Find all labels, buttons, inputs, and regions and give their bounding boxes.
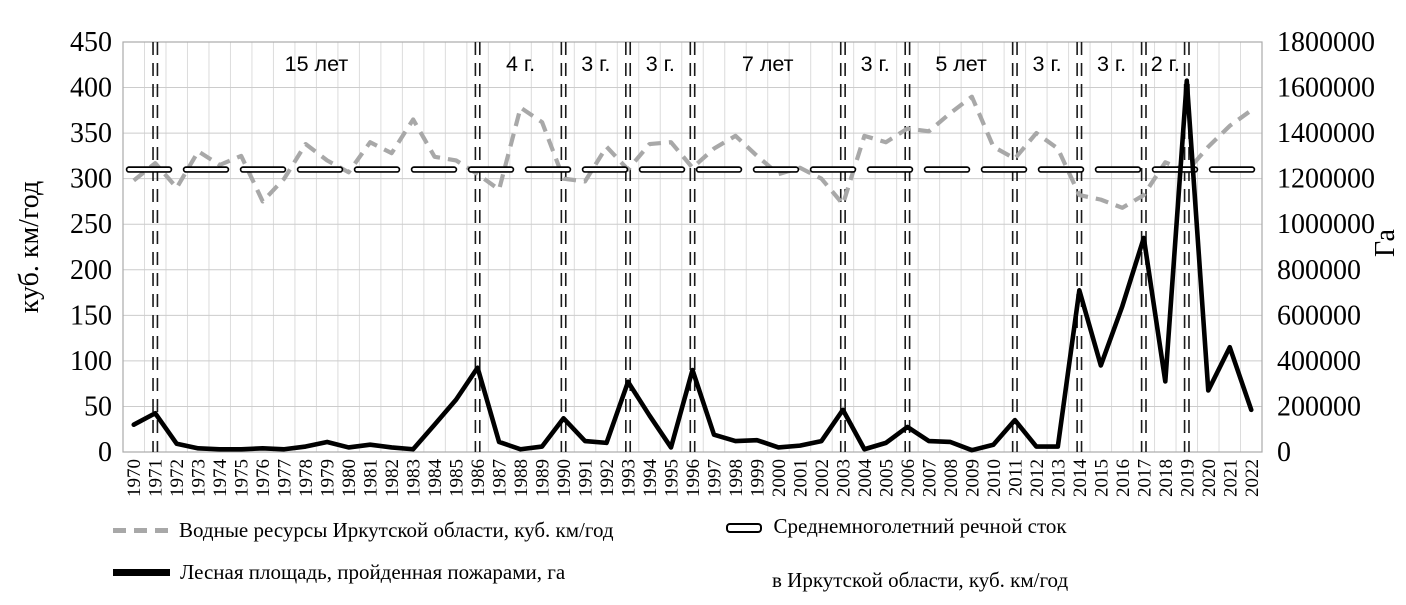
svg-text:1994: 1994 (640, 459, 662, 497)
svg-text:0: 0 (1277, 437, 1291, 468)
svg-text:3 г.: 3 г. (860, 52, 890, 76)
legend-label-forest-fires: Лесная площадь, пройденная пожарами, га (180, 560, 566, 584)
svg-text:2020: 2020 (1198, 459, 1220, 497)
svg-text:1978: 1978 (296, 459, 318, 497)
legend-label-water-resources: Водные ресурсы Иркутской области, куб. км/год (179, 518, 614, 542)
svg-text:100: 100 (70, 345, 112, 377)
svg-text:1989: 1989 (532, 459, 554, 497)
svg-text:1975: 1975 (231, 459, 253, 497)
svg-text:1974: 1974 (210, 459, 232, 497)
svg-text:1993: 1993 (618, 459, 640, 497)
fire-line-sample-icon (113, 569, 170, 576)
svg-text:400000: 400000 (1277, 345, 1361, 377)
svg-text:2010: 2010 (983, 459, 1005, 497)
svg-text:2016: 2016 (1112, 459, 1134, 497)
legend-label-river-flow (772, 513, 1068, 594)
svg-text:1970: 1970 (124, 459, 146, 497)
river-line-sample-icon (726, 523, 762, 533)
svg-text:2012: 2012 (1026, 459, 1048, 497)
svg-text:1995: 1995 (661, 459, 683, 497)
legend-item-forest-fires (113, 560, 565, 585)
svg-text:600000: 600000 (1277, 300, 1361, 332)
svg-text:800000: 800000 (1277, 254, 1361, 286)
svg-text:2005: 2005 (876, 459, 898, 497)
svg-text:4 г.: 4 г. (506, 52, 536, 76)
svg-text:2015: 2015 (1091, 459, 1113, 497)
legend-label-river-flow-line1: Среднемноголетний речной сток (773, 514, 1067, 538)
chart-legend (0, 505, 1406, 605)
water-line-sample-icon (113, 528, 169, 533)
svg-text:2009: 2009 (962, 459, 984, 497)
svg-text:2013: 2013 (1048, 459, 1070, 497)
svg-text:1976: 1976 (253, 459, 275, 497)
svg-text:50: 50 (84, 391, 112, 423)
svg-text:2019: 2019 (1177, 459, 1199, 497)
svg-text:1990: 1990 (554, 459, 576, 497)
svg-text:1988: 1988 (511, 459, 533, 497)
svg-text:1979: 1979 (317, 459, 339, 497)
svg-text:2014: 2014 (1069, 459, 1091, 497)
svg-text:2004: 2004 (854, 459, 876, 497)
svg-text:2 г.: 2 г. (1150, 52, 1180, 76)
svg-text:0: 0 (98, 437, 112, 468)
svg-text:1200000: 1200000 (1277, 163, 1375, 195)
svg-text:3 г.: 3 г. (1032, 52, 1062, 76)
svg-text:1992: 1992 (597, 459, 619, 497)
svg-text:1987: 1987 (489, 459, 511, 497)
svg-text:1996: 1996 (683, 459, 704, 497)
svg-text:2003: 2003 (833, 459, 855, 497)
svg-text:1980: 1980 (339, 459, 361, 497)
svg-text:5 лет: 5 лет (935, 52, 987, 76)
svg-text:350: 350 (70, 118, 112, 150)
left-axis-title: куб. км/год (14, 180, 45, 314)
svg-text:1984: 1984 (425, 459, 447, 497)
svg-text:2006: 2006 (897, 459, 919, 497)
svg-text:1971: 1971 (145, 459, 167, 497)
right-axis-title: Га (1370, 229, 1401, 257)
svg-text:1981: 1981 (360, 459, 382, 497)
svg-text:2018: 2018 (1155, 459, 1177, 497)
svg-text:2022: 2022 (1241, 459, 1263, 497)
svg-text:400: 400 (70, 72, 112, 104)
svg-text:200: 200 (70, 254, 112, 286)
legend-label-river-flow-line2: в Иркутской области, куб. км/год (772, 568, 1069, 592)
svg-text:3 г.: 3 г. (581, 52, 611, 76)
svg-text:1985: 1985 (446, 459, 468, 497)
svg-text:2000: 2000 (768, 459, 790, 497)
svg-text:150: 150 (70, 300, 112, 332)
svg-text:1982: 1982 (382, 459, 404, 497)
svg-text:1000000: 1000000 (1277, 209, 1375, 241)
svg-text:1973: 1973 (188, 459, 210, 497)
svg-text:3 г.: 3 г. (645, 52, 675, 76)
svg-text:2002: 2002 (811, 459, 833, 497)
svg-text:7 лет: 7 лет (741, 52, 794, 76)
svg-text:1983: 1983 (403, 459, 425, 497)
svg-text:1999: 1999 (747, 459, 769, 497)
svg-text:1998: 1998 (725, 459, 747, 497)
svg-text:1991: 1991 (575, 459, 597, 497)
svg-text:1997: 1997 (704, 459, 726, 497)
legend-item-water-resources (113, 518, 614, 543)
svg-text:2017: 2017 (1134, 459, 1156, 497)
svg-text:1800000: 1800000 (1277, 27, 1375, 58)
svg-text:1972: 1972 (167, 459, 189, 497)
svg-text:1600000: 1600000 (1277, 72, 1375, 104)
legend-item-river-flow (726, 513, 1068, 594)
svg-text:2021: 2021 (1220, 459, 1242, 497)
svg-text:15 лет: 15 лет (284, 52, 349, 76)
svg-text:450: 450 (70, 27, 112, 58)
svg-text:2011: 2011 (1005, 459, 1027, 497)
svg-text:200000: 200000 (1277, 391, 1361, 423)
svg-text:250: 250 (70, 209, 112, 241)
svg-text:2008: 2008 (940, 459, 962, 497)
svg-text:1977: 1977 (274, 459, 296, 497)
svg-text:2001: 2001 (790, 459, 812, 497)
svg-text:2007: 2007 (919, 459, 941, 497)
svg-text:300: 300 (70, 163, 112, 195)
svg-text:1400000: 1400000 (1277, 118, 1375, 150)
svg-text:3 г.: 3 г. (1097, 52, 1127, 76)
svg-text:1986: 1986 (468, 459, 490, 497)
